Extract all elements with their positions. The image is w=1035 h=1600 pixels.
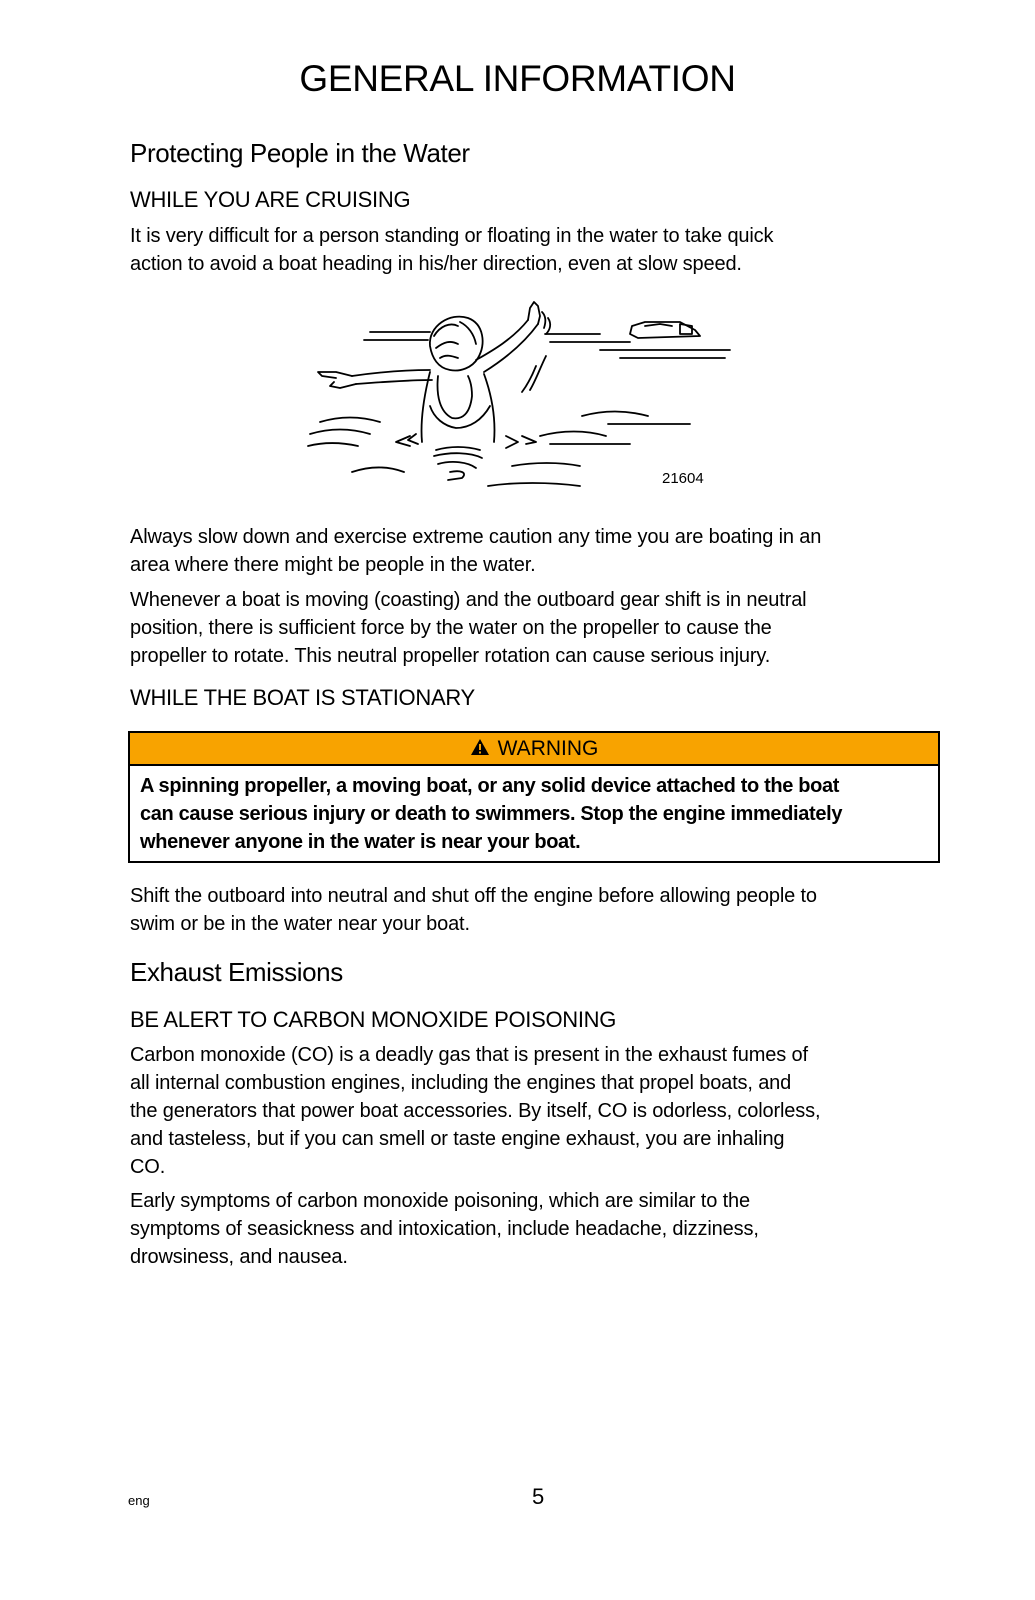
paragraph-co-description bbox=[130, 1041, 950, 1181]
warning-box bbox=[128, 731, 940, 863]
text-line: the generators that power boat accessories. By itself, CO is odorless, colorless, bbox=[130, 1100, 821, 1122]
text-line: Early symptoms of carbon monoxide poisoning, which are similar to the bbox=[130, 1190, 750, 1212]
paragraph-shift-neutral bbox=[130, 882, 950, 938]
warning-line: whenever anyone in the water is near your boat. bbox=[140, 831, 581, 853]
warning-line: can cause serious injury or death to swimmers. Stop the engine immediately bbox=[140, 803, 843, 825]
figure-number: 21604 bbox=[662, 470, 704, 487]
text-line: CO. bbox=[130, 1156, 166, 1178]
text-line: swim or be in the water near your boat. bbox=[130, 913, 470, 935]
text-line: Whenever a boat is moving (coasting) and the outboard gear shift is in neutral bbox=[130, 589, 807, 611]
paragraph-cruising-intro bbox=[130, 222, 950, 278]
section-heading-exhaust-emissions: Exhaust Emissions bbox=[130, 957, 343, 987]
text-line: Shift the outboard into neutral and shut off the engine before allowing people to bbox=[130, 885, 817, 907]
warning-header bbox=[130, 733, 938, 766]
paragraph-co-symptoms bbox=[130, 1187, 950, 1271]
page-title: GENERAL INFORMATION bbox=[299, 58, 736, 99]
text-line: all internal combustion engines, including the engines that propel boats, and bbox=[130, 1072, 792, 1094]
warning-label: WARNING bbox=[497, 737, 599, 760]
text-line: drowsiness, and nausea. bbox=[130, 1246, 348, 1268]
footer-language: eng bbox=[128, 1493, 150, 1508]
text-line: position, there is sufficient force by the water on the propeller to cause the bbox=[130, 617, 772, 639]
section-heading-protecting-people: Protecting People in the Water bbox=[130, 138, 470, 168]
subheading-carbon-monoxide: BE ALERT TO CARBON MONOXIDE POISONING bbox=[130, 1007, 617, 1032]
text-line: It is very difficult for a person standing or floating in the water to take quick bbox=[130, 225, 774, 247]
text-line: Carbon monoxide (CO) is a deadly gas that is present in the exhaust fumes of bbox=[130, 1044, 808, 1066]
paragraph-neutral-rotation bbox=[130, 586, 950, 670]
subheading-boat-stationary: WHILE THE BOAT IS STATIONARY bbox=[130, 685, 475, 710]
warning-text bbox=[130, 766, 938, 856]
text-line: symptoms of seasickness and intoxication, include headache, dizziness, bbox=[130, 1218, 759, 1240]
text-line: Always slow down and exercise extreme caution any time you are boating in an bbox=[130, 526, 822, 548]
page-number: 5 bbox=[532, 1484, 545, 1509]
text-line: propeller to rotate. This neutral propeller rotation can cause serious injury. bbox=[130, 645, 771, 667]
paragraph-slow-down bbox=[130, 523, 950, 579]
subheading-while-cruising: WHILE YOU ARE CRUISING bbox=[130, 187, 411, 212]
text-line: action to avoid a boat heading in his/her direction, even at slow speed. bbox=[130, 253, 742, 275]
text-line: and tasteless, but if you can smell or taste engine exhaust, you are inhaling bbox=[130, 1128, 785, 1150]
warning-line: A spinning propeller, a moving boat, or any solid device attached to the boat bbox=[140, 775, 840, 797]
text-line: area where there might be people in the water. bbox=[130, 554, 536, 576]
warning-triangle-icon bbox=[470, 734, 490, 765]
